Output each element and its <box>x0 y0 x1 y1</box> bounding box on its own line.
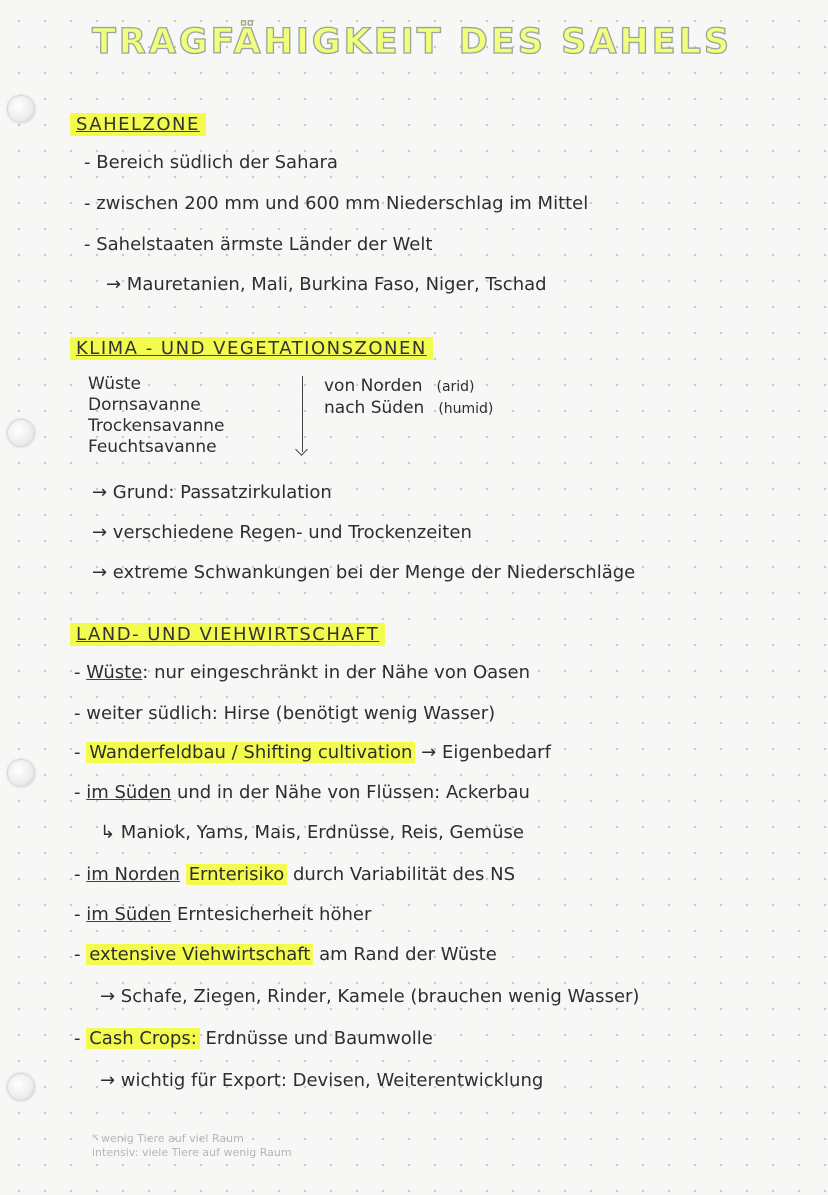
sahelzone-line-1: - Bereich südlich der Sahara <box>84 152 338 173</box>
sahelzone-line-2: - zwischen 200 mm und 600 mm Niederschlag im Mittel <box>84 193 589 214</box>
down-arrow-icon <box>302 376 303 452</box>
sahelzone-line-3: - Sahelstaaten ärmste Länder der Welt <box>84 234 433 255</box>
land-line-2: - weiter südlich: Hirse (benötigt wenig Wasser) <box>74 703 496 724</box>
vegetation-zone-list <box>88 374 224 458</box>
klima-line-3: → extreme Schwankungen bei der Menge der Niederschläge <box>92 562 636 583</box>
binder-hole-2 <box>8 420 34 446</box>
land-line-5: ↳ Maniok, Yams, Mais, Erdnüsse, Reis, Gemüse <box>100 822 524 843</box>
section-heading-land: LAND- UND VIEHWIRTSCHAFT <box>70 624 385 645</box>
binder-hole-1 <box>8 96 34 122</box>
land-line-3: - Wanderfeldbau / Shifting cultivation → Eigenbedarf <box>74 742 551 763</box>
zone-item: Feuchtsavanne <box>88 437 217 457</box>
land-line-4: - im Süden und in der Nähe von Flüssen: Ackerbau <box>74 782 530 803</box>
section-heading-klima: KLIMA - UND VEGETATIONSZONEN <box>70 338 433 359</box>
zone-item: Trockensavanne <box>88 416 225 436</box>
land-line-11: → wichtig für Export: Devisen, Weiterentwicklung <box>100 1070 544 1091</box>
land-line-8: - extensive Viehwirtschaft am Rand der Wüste <box>74 944 497 965</box>
zone-item: Dornsavanne <box>88 395 201 415</box>
land-line-10: - Cash Crops: Erdnüsse und Baumwolle <box>74 1028 433 1049</box>
land-line-9: → Schafe, Ziegen, Rinder, Kamele (brauchen wenig Wasser) <box>100 986 640 1007</box>
direction-note: von Norden (arid) nach Süden (humid) <box>324 376 494 418</box>
page-title: TRAGFÄHIGKEIT DES SAHELS <box>92 22 733 62</box>
klima-line-2: → verschiedene Regen- und Trockenzeiten <box>92 522 472 543</box>
section-heading-sahelzone: SAHELZONE <box>70 114 206 135</box>
footnote: * wenig Tiere auf viel Raum intensiv: viele Tiere auf wenig Raum <box>92 1132 292 1159</box>
land-line-6: - im Norden Ernterisiko durch Variabilität des NS <box>74 864 516 885</box>
zone-item: Wüste <box>88 374 141 394</box>
sahelzone-line-4: → Mauretanien, Mali, Burkina Faso, Niger, Tschad <box>106 274 547 295</box>
binder-hole-3 <box>8 760 34 786</box>
land-line-1: - Wüste: nur eingeschränkt in der Nähe von Oasen <box>74 662 531 683</box>
land-line-7: - im Süden Erntesicherheit höher <box>74 904 372 925</box>
klima-line-1: → Grund: Passatzirkulation <box>92 482 332 503</box>
binder-hole-4 <box>8 1074 34 1100</box>
